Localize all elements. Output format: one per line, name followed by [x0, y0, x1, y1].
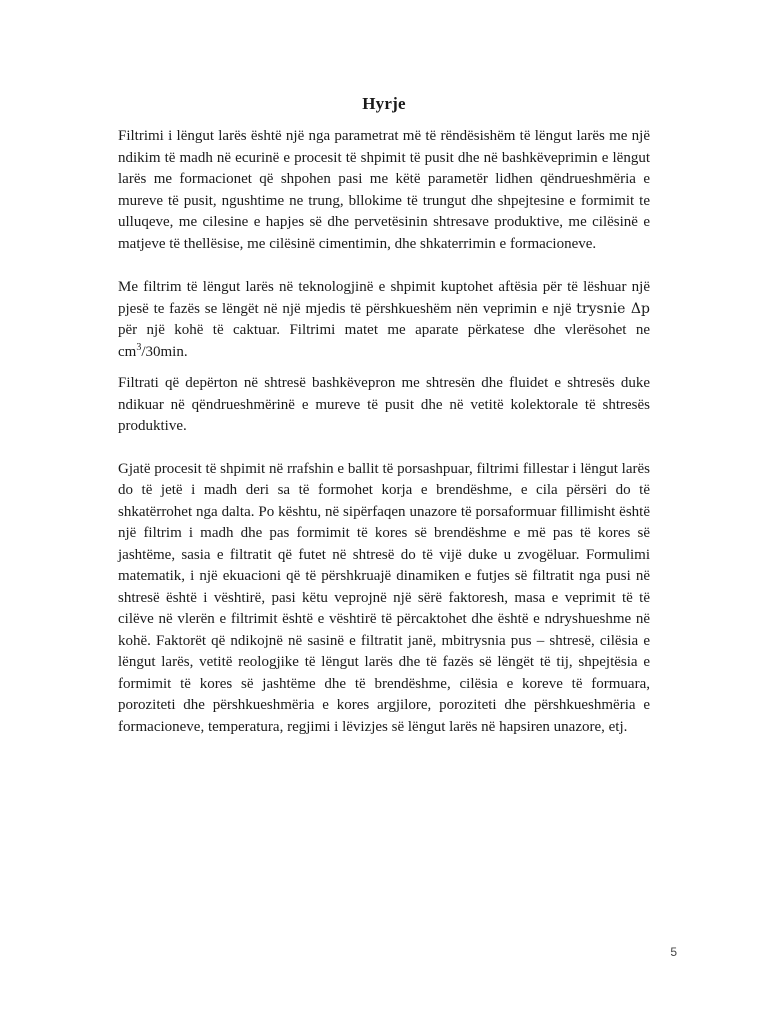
document-body: [118, 126, 650, 738]
filtration-text-after: /30min.: [141, 343, 188, 360]
pressure-formula: trysnie Δp: [576, 300, 650, 317]
paragraph-filtration-definition: [118, 277, 650, 363]
paragraph-drilling-process: Gjatë procesit të shpimit në rrafshin e ballit të porsashpuar, filtrimi fillestar i lëngut larës do të jetë i madh deri sa të formohet korja e brendëshme, e cila përsëri do të shkatërrohet nga dalta. Po kështu, në sipërfaqen unazore të porsaformuar fillimisht është një filtrim i madh dhe pas formimit të kores së brendëshme e më pas të kores së jashtëme, sasia e filtratit që futet në shtresë do të vijë duke u zvogëluar. Formulimi matematik, i një ekuacioni që të përshkruajë dinamiken e futjes së filtratit nga pusi në shtresë është i vështirë, pasi këtu veprojnë një sërë faktoresh, masa e veprimit të të cilëve në vlerën e filtrimit është e vështirë të përcaktohet dhe është e ndryshueshme në kohë. Faktorët që ndikojnë në sasinë e filtratit janë, mbitrysnia pus – shtresë, cilësia e lëngut larës, vetitë reologjike të lëngut larës dhe të fazës së lëngët të tij, shpejtësia e formimit të kores së jashtëme dhe të brendëshme, cilësia e koreve të formuara, poroziteti dhe përshkueshmëria e kores argjilore, poroziteti dhe përshkueshmëria e formacioneve, temperatura, regjimi i lëvizjes së lëngut larës në hapsiren unazore, etj.: [118, 460, 650, 735]
filtration-text-before: Me filtrim të lëngut larës në teknologjinë e shpimit kuptohet aftësia për të lëshuar një pjesë te fazës se lëngët në një mjedis të përshkueshëm nën veprimin e një: [118, 279, 650, 317]
filtration-text-middle: për një kohë të caktuar. Filtrimi matet me aparate përkatese dhe vlerësohet ne cm: [118, 322, 650, 360]
paragraph-filtrate: Filtrati që depërton në shtresë bashkëvepron me shtresën dhe fluidet e shtresës duke ndikuar në qëndrueshmërinë e mureve të pusit dhe në vetitë kolektorale të shtresës produktive.: [118, 375, 650, 434]
page-number: 5: [670, 945, 677, 959]
unit-superscript: 3: [136, 341, 142, 353]
paragraph-intro: Filtrimi i lëngut larës është një nga parametrat më të rëndësishëm të lëngut larës me një ndikim të madh në ecurinë e procesit të shpimit të pusit dhe në bashkëveprimin e lëngut larës me formacionet që shpohen pasi me këtë parametër lidhen qëndrueshmëria e mureve të pusit, ngushtime ne trung, bllokime të trungut dhe shpejtesine e formimit te ulluqeve, me cilesine e hapjes së dhe pervetësinin shtresave produktive, me cilësinë e matjeve të thellësise, me cilësinë cimentimin, dhe shkaterrimin e formacioneve.: [118, 128, 650, 252]
page-title: Hyrje: [362, 94, 406, 113]
